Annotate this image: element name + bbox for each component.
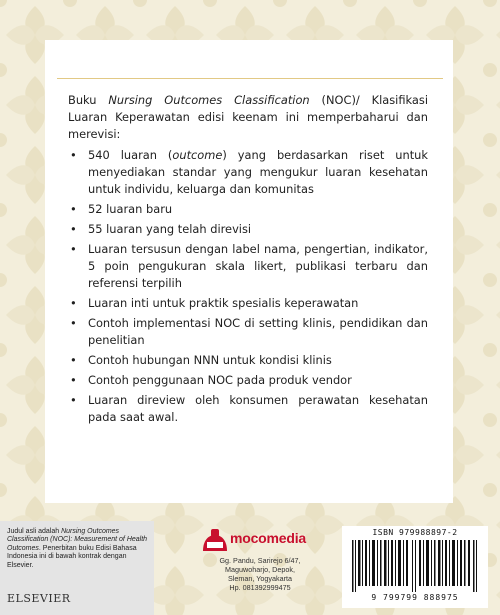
list-item bbox=[68, 241, 428, 292]
list-item bbox=[68, 352, 428, 369]
list-item bbox=[68, 315, 428, 349]
copyright-box bbox=[0, 521, 154, 615]
elsevier-logo-text: ELSEVIER bbox=[7, 592, 71, 605]
feature-list bbox=[68, 147, 428, 426]
barcode-bars-icon bbox=[350, 540, 480, 592]
bullet-dot: • bbox=[70, 222, 77, 236]
list-item bbox=[68, 392, 428, 426]
isbn-label: ISBN 979988897-2 bbox=[372, 528, 458, 537]
description-text bbox=[68, 92, 428, 429]
list-item-text: Luaran inti untuk praktik spesialis keperawatan bbox=[88, 296, 359, 310]
bullet-dot: • bbox=[70, 202, 77, 216]
bullet-dot: • bbox=[70, 353, 77, 367]
bullet-dot: • bbox=[70, 316, 77, 330]
list-item-text: 52 luaran baru bbox=[88, 202, 173, 216]
publisher-logo-text: mocomedia bbox=[230, 530, 306, 546]
mocomedia-logo-icon bbox=[200, 527, 230, 553]
list-item bbox=[68, 201, 428, 218]
address-line: Sleman, Yogyakarta bbox=[228, 574, 292, 583]
bullet-dot: • bbox=[70, 393, 77, 407]
list-item-text: ) yang berdasarkan riset untuk menyediakan standar yang mengukur luaran kesehatan untuk individu, keluarga dan komunitas bbox=[88, 148, 428, 196]
list-item bbox=[68, 147, 428, 198]
credit-suffix: . Penerbitan buku Edisi Bahasa Indonesia ini di bawah kontrak dengan Elsevier. bbox=[7, 544, 137, 569]
list-item-text: Luaran tersusun dengan label nama, pengertian, indikator, 5 poin pengukuran skala likert, publikasi terbaru dan referensi terpilih bbox=[88, 242, 428, 290]
list-item-text: Contoh implementasi NOC di setting klinis, pendidikan dan penelitian bbox=[88, 316, 428, 347]
bullet-dot: • bbox=[70, 148, 77, 162]
credit-prefix: Judul asli adalah bbox=[7, 528, 62, 535]
original-title-credit bbox=[7, 528, 149, 570]
bullet-dot: • bbox=[70, 296, 77, 310]
bullet-dot: • bbox=[70, 242, 77, 256]
intro-prefix: Buku bbox=[68, 93, 109, 107]
publisher-address bbox=[205, 556, 315, 592]
list-item-text: Contoh penggunaan NOC pada produk vendor bbox=[88, 373, 352, 387]
address-line: Maguwoharjo, Depok, bbox=[225, 565, 295, 574]
address-line: Gg. Pandu, Sarirejo 6/47, bbox=[219, 556, 301, 565]
intro-book-title: Nursing Outcomes Classification bbox=[108, 93, 310, 107]
address-line: Hp. 081392999475 bbox=[229, 583, 291, 592]
list-item bbox=[68, 372, 428, 389]
barcode-number: 9 799799 888975 bbox=[371, 593, 459, 602]
list-item-text: Contoh hubungan NNN untuk kondisi klinis bbox=[88, 353, 332, 367]
isbn-barcode bbox=[342, 526, 488, 608]
list-item-text: Luaran direview oleh konsumen perawatan kesehatan pada saat awal. bbox=[88, 393, 428, 424]
list-item-text: 55 luaran yang telah direvisi bbox=[88, 222, 252, 236]
intro-paragraph bbox=[68, 92, 428, 143]
list-item-text: 540 luaran ( bbox=[88, 148, 173, 162]
bullet-dot: • bbox=[70, 373, 77, 387]
intro-suffix: (NOC)/ Klasifikasi Luaran Keperawatan edisi keenam ini memperbaharui dan merevisi: bbox=[68, 93, 428, 141]
gold-divider-line bbox=[57, 78, 443, 79]
list-item-italic: outcome bbox=[172, 148, 223, 162]
list-item bbox=[68, 295, 428, 312]
list-item bbox=[68, 221, 428, 238]
credit-original-title: Nursing Outcomes Classification (NOC): Measurement of Health Outcomes bbox=[7, 528, 148, 552]
